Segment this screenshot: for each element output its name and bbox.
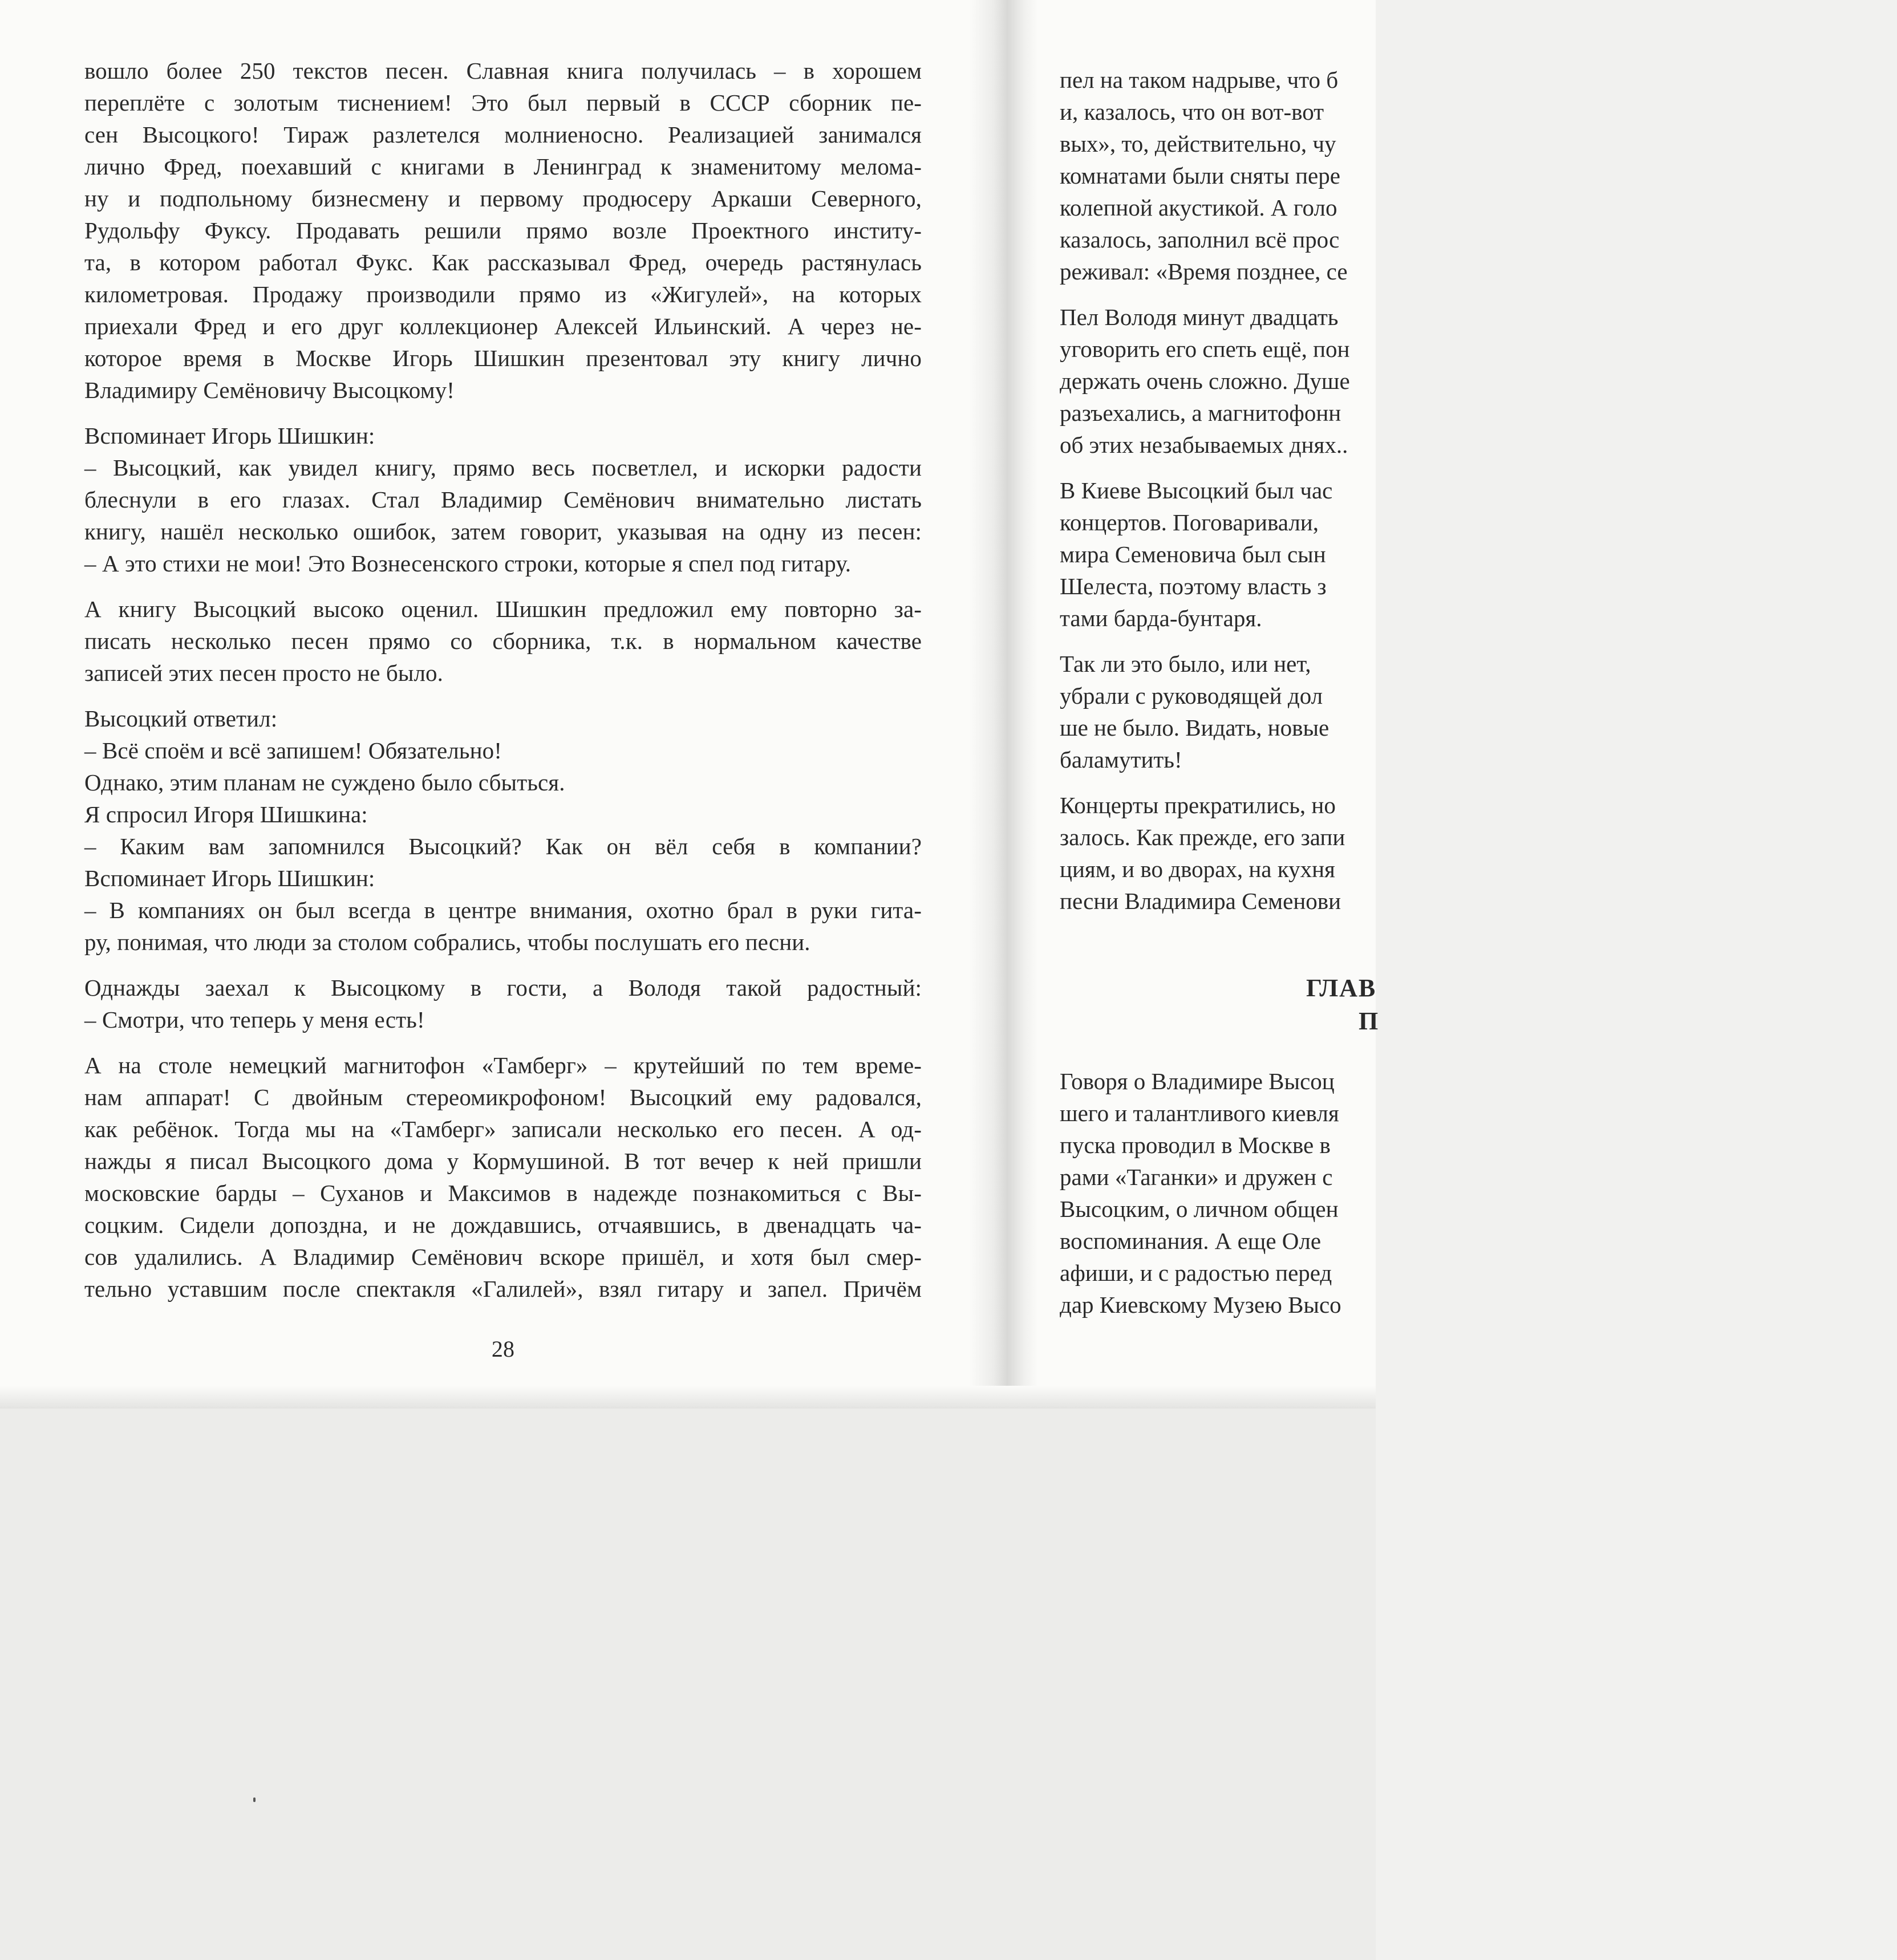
text-line: Вспоминает Игорь Шишкин:	[84, 423, 375, 449]
text-line: А на столе немецкий магнитофон «Тамберг» – крутейший по тем време-	[84, 1052, 922, 1078]
text-line: Пел Володя минут двадцать	[1060, 304, 1339, 330]
text-line: как ребёнок. Тогда мы на «Тамберг» записали несколько его песен. А од-	[84, 1116, 922, 1142]
text-line: Концерты прекратились, но	[1060, 792, 1336, 818]
text-line: и, казалось, что он вот-вот	[1060, 99, 1324, 125]
text-line: пел на таком надрыве, что б	[1060, 67, 1339, 93]
text-line: сен Высоцкого! Тираж разлетелся молниеносно. Реализацией занимался	[84, 121, 922, 148]
text-line: афиши, и с радостью перед	[1060, 1260, 1332, 1286]
text-line: – А это стихи не мои! Это Вознесенского строки, которые я спел под гитару.	[84, 550, 852, 577]
page-number: 28	[491, 1336, 515, 1362]
paragraph	[84, 420, 922, 579]
text-line: Говоря о Владимире Высоц	[1060, 1068, 1335, 1094]
paragraph	[1060, 301, 1897, 461]
book-gutter	[970, 0, 1038, 1409]
text-line: – Всё споём и всё запишем! Обязательно!	[84, 737, 502, 764]
text-line: московские барды – Суханов и Максимов в надежде познакомиться с Вы-	[84, 1180, 922, 1206]
chapter-heading-line: П	[1359, 1007, 1380, 1035]
text-line: дар Киевскому Музею Высо	[1060, 1292, 1341, 1318]
text-line: сов удалились. А Владимир Семёнович вскоре пришёл, и хотя был смер-	[84, 1244, 922, 1270]
text-line: ру, понимая, что люди за столом собрались, чтобы послушать его песни.	[84, 929, 810, 955]
text-line: – Высоцкий, как увидел книгу, прямо весь посветлел, и искорки радости	[84, 455, 922, 481]
text-line: переплёте с золотым тиснением! Это был первый в СССР сборник пе-	[84, 90, 922, 116]
text-line: Высоцким, о личном общен	[1060, 1196, 1339, 1222]
text-line: ше не было. Видать, новые	[1060, 715, 1329, 741]
dust-speck	[253, 1797, 256, 1802]
text-line: та, в котором работал Фукс. Как рассказывал Фред, очередь растянулась	[84, 249, 922, 275]
text-line: вых», то, действительно, чу	[1060, 131, 1336, 157]
text-line: нажды я писал Высоцкого дома у Кормушиной. В тот вечер к ней пришли	[84, 1148, 922, 1174]
text-line: казалось, заполнил всё прос	[1060, 226, 1340, 253]
paragraph	[1060, 1065, 1897, 1321]
text-line: Однажды заехал к Высоцкому в гости, а Володя такой радостный:	[84, 975, 922, 1001]
text-line: Владимиру Семёновичу Высоцкому!	[84, 377, 455, 403]
right-page	[1060, 64, 1380, 1334]
chapter-heading	[1060, 972, 1897, 1038]
text-line: Я спросил Игоря Шишкина:	[84, 801, 368, 827]
text-line: баламутить!	[1060, 746, 1182, 773]
right-page-text	[1060, 64, 1897, 1321]
paragraph	[1060, 474, 1897, 634]
scanner-bed	[0, 1409, 1376, 1960]
text-line: приехали Фред и его друг коллекционер Алексей Ильинский. А через не-	[84, 313, 922, 339]
paragraph	[84, 1049, 922, 1305]
paragraph	[84, 593, 922, 689]
text-line: Рудольфу Фуксу. Продавать решили прямо возле Проектного институ-	[84, 217, 922, 244]
text-line: – В компаниях он был всегда в центре внимания, охотно брал в руки гита-	[84, 897, 922, 923]
text-line: писать несколько песен прямо со сборника, т.к. в нормальном качестве	[84, 628, 922, 654]
text-line: тельно уставшим после спектакля «Галилей», взял гитару и запел. Причём	[84, 1276, 922, 1302]
text-line: Шелеста, поэтому власть з	[1060, 573, 1327, 599]
text-line: воспоминания. А еще Оле	[1060, 1228, 1322, 1254]
text-line: колепной акустикой. А голо	[1060, 194, 1337, 221]
text-line: мира Семеновича был сын	[1060, 541, 1326, 567]
text-line: циям, и во дворах, на кухня	[1060, 856, 1335, 882]
text-line: пуска проводил в Москве в	[1060, 1132, 1331, 1158]
text-line: – Каким вам запомнился Высоцкий? Как он вёл себя в компании?	[84, 833, 922, 859]
text-line: километровая. Продажу производили прямо из «Жигулей», на которых	[84, 281, 922, 307]
text-line: лично Фред, поехавший с книгами в Ленинград к знаменитому мелома-	[84, 153, 922, 180]
left-page-text	[84, 55, 922, 1305]
text-line: убрали с руководящей дол	[1060, 683, 1323, 709]
text-line: комнатами были сняты пере	[1060, 163, 1340, 189]
text-line: А книгу Высоцкий высоко оценил. Шишкин предложил ему повторно за-	[84, 596, 922, 622]
text-line: держать очень сложно. Душе	[1060, 368, 1350, 394]
text-line: – Смотри, что теперь у меня есть!	[84, 1007, 425, 1033]
paragraph	[1060, 648, 1897, 776]
text-line: концертов. Поговаривали,	[1060, 509, 1319, 535]
paragraph	[84, 55, 922, 406]
text-line: уговорить его спеть ещё, пон	[1060, 336, 1350, 362]
text-line: песни Владимира Семенови	[1060, 888, 1341, 914]
text-line: блеснули в его глазах. Стал Владимир Семёнович внимательно листать	[84, 486, 922, 513]
text-line: нам аппарат! С двойным стереомикрофоном! Высоцкий ему радовался,	[84, 1084, 922, 1110]
text-line: записей этих песен просто не было.	[84, 660, 443, 686]
paragraph	[1060, 64, 1897, 287]
text-line: залось. Как прежде, его запи	[1060, 824, 1345, 850]
text-line: реживал: «Время позднее, се	[1060, 258, 1348, 285]
text-line: которое время в Москве Игорь Шишкин презентовал эту книгу лично	[84, 345, 922, 371]
text-line: вошло более 250 текстов песен. Славная книга получилась – в хорошем	[84, 58, 922, 84]
paragraph	[1060, 789, 1897, 917]
text-line: шего и талантливого киевля	[1060, 1100, 1339, 1126]
text-line: рами «Таганки» и дружен с	[1060, 1164, 1333, 1190]
text-line: Так ли это было, или нет,	[1060, 651, 1311, 677]
text-line: книгу, нашёл несколько ошибок, затем говорит, указывая на одну из песен:	[84, 518, 922, 545]
text-line: Высоцкий ответил:	[84, 705, 278, 732]
paragraph	[84, 972, 922, 1036]
text-line: разъехались, а магнитофонн	[1060, 400, 1341, 426]
text-line: Однако, этим планам не суждено было сбыться.	[84, 769, 565, 796]
left-page	[84, 55, 922, 1362]
text-line: соцким. Сидели допоздна, и не дождавшись, отчаявшись, в двенадцать ча-	[84, 1212, 922, 1238]
text-line: ну и подпольному бизнесмену и первому продюсеру Аркаши Северного,	[84, 185, 922, 212]
text-line: В Киеве Высоцкий был час	[1060, 477, 1333, 504]
chapter-heading-line: ГЛАВ	[1306, 974, 1377, 1002]
text-line: Вспоминает Игорь Шишкин:	[84, 865, 375, 891]
text-line: тами барда-бунтаря.	[1060, 605, 1262, 631]
text-line: об этих незабываемых днях..	[1060, 432, 1348, 458]
paragraph	[84, 703, 922, 958]
